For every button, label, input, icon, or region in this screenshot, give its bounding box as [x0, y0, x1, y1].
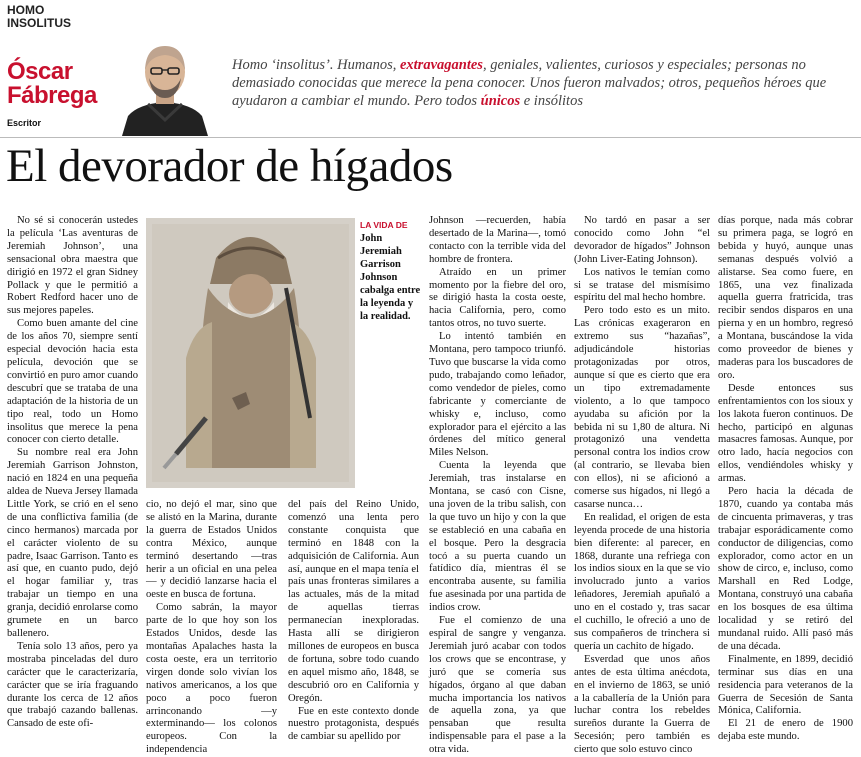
intro-highlight-2: únicos [480, 93, 521, 109]
paragraph: Desde entonces sus enfrentamientos con los sioux y los lakota fueron continuos. De hecho, participó en algunas masacres famosas. Aunque, por otro lado, hacía negocios con ellos, vendiéndoles whisky y armas. [718, 382, 853, 485]
section-label-line1: HOMO [7, 3, 45, 17]
paragraph: Fue en este contexto donde nuestro protagonista, después de cambiar su apellido por [288, 705, 419, 743]
paragraph: Pero todo esto es un mito. Las crónicas exageraron en extremo sus “hazañas”, adjudicándole historias protagonizadas por otros, aunque sí que es cierto que era un tipo extremadamente violento, a lo que tampoco ayudaba su afición por la bebida ni su 1,80 de altura. Ni protagonizó una vendetta personal contra los indios crow (al contrario, se llevaba bien con ellos), ni se aficionó a comerse sus hígados, ni llegó a casarse nunca… [574, 305, 710, 510]
author-role: Escritor [7, 118, 42, 128]
paragraph: Su nombre real era John Jeremiah Garrison Johnston, nació en 1824 en una pequeña aldea de Nueva Jersey llamada Little York, se crió en el seno de una conflictiva familia (de cinco hermanos) marcada por el carácter violento de su padre, Isaac Garrison. Tanto es así que, en cuanto pudo, dejó el hogar familiar y, tras trabajar un tiempo en una granja, decidió enrolarse como grumete en un barco ballenero. [7, 447, 138, 639]
author-last-name: Fábrega [7, 82, 97, 109]
caption-text: John Jeremiah Garrison Johnson cabalga entre la leyenda y la realidad. [360, 233, 421, 322]
article-column-6 [718, 215, 853, 744]
article-column-5 [574, 215, 710, 757]
author-first-name: Óscar [7, 58, 73, 85]
paragraph: En realidad, el origen de esta leyenda procede de una historia bien diferente: al parecer, en 1868, durante una refriega con los indios sioux en la que se vio involucrado junto a varios leñadores, Jeremiah apuñaló a uno en el costado y, tras sacar el cuchillo, le ofreció a uno de sus compañeros de trinchera si quería un cachito de hígado. [574, 511, 710, 652]
intro-highlight-1: extravagantes [399, 57, 483, 73]
paragraph: Como buen amante del cine de los años 70, siempre sentí especial devoción hacia esta película, devoción que se convirtió en puro amor cuando descubrí que se trataba de una adaptación de la historia de un tipo real, todo un Homo insolitus que merece la pena conocer con cierto detalle. [7, 318, 138, 446]
paragraph: Los nativos le temían como si se tratase del mismísimo espíritu del mal hecho hombre. [574, 266, 710, 304]
section-label [7, 4, 71, 30]
paragraph: Tenía solo 13 años, pero ya mostraba pinceladas del duro carácter que le caracterizaría, carácter que se iría fraguando durante los cerca de 12 años que trabajó cazando ballenas. Cansado de este ofi- [7, 640, 138, 730]
headline: El devorador de hígados [6, 140, 453, 192]
paragraph: El 21 de enero de 1900 dejaba este mundo. [718, 718, 853, 743]
article-column-2 [146, 499, 277, 757]
section-label-line2: INSOLITUS [7, 16, 72, 30]
paragraph: días porque, nada más cobrar su primera paga, se logró en bebida y huyó, aunque unas semanas después volvió a alistarse. Sea como fuere, en 1865, una vez finalizada aquella guerra fratricida, tras recibir sendos disparos en una pierna y en un hombro, regresó a Montana, buscándose la vida como proveedor de bienes y maderas para los buscadores de oro. [718, 215, 853, 381]
paragraph: No sé si conocerán ustedes la película ‘Las aventuras de Jeremiah Johnson’, una sensacional obra maestra que dirigió en 1972 el gran Sidney Pollack y que le permitió a Robert Redford hacer uno de sus mejores papeles. [7, 215, 138, 317]
paragraph: Como sabrán, la mayor parte de lo que hoy son los Estados Unidos, desde las montañas Apalaches hasta la costa oeste, era un territorio virgen donde solo vivían los nativos americanos, a los que poco a poco fueron arrinconando —y exterminando— los colonos europeos. Con la independencia [146, 602, 277, 756]
series-intro [232, 56, 852, 110]
paragraph: del país del Reino Unido, comenzó una lenta pero constante conquista que terminó en 1848 con la adquisición de California. Aun así, aunque en el mapa tenía el país unas fronteras similares a las actuales, más de la mitad de aquellas tierras permanecían inexploradas. Hasta allí se dirigieron millones de europeos en busca de fortuna, sobre todo cuando en aquel mismo año, 1848, se descubrió oro en California y Oregón. [288, 499, 419, 704]
paragraph: Finalmente, en 1899, decidió terminar sus días en una residencia para veteranos de la Guerra de Secesión de Santa Mónica, California. [718, 653, 853, 717]
paragraph: Esverdad que unos años antes de esta última anécdota, en el invierno de 1863, se unió a la caballería de la Unión para luchar contra los rebeldes sureños durante la Guerra de Secesión; pero también es cierto que solo estuvo cinco [574, 653, 710, 756]
article-column-3 [288, 499, 419, 744]
paragraph: Fue el comienzo de una espiral de sangre y venganza. Jeremiah juró acabar con todos los crows que se encontrase, y juró que se comería sus hígados, órgano al que daban mucha importancia los nativos de aquella zona, ya que pensaban que resulta indispensable para el pase a la otra vida. [429, 615, 566, 756]
header-rule [0, 137, 861, 138]
author-name [7, 60, 97, 108]
intro-text-3: e insólitos [520, 93, 583, 109]
paragraph: Atraído en un primer momento por la fiebre del oro, se dirigió hasta la costa oeste, hacia California, pero, como tantos otros, no tuvo suerte. [429, 266, 566, 330]
photo-caption [360, 219, 422, 323]
intro-text-1: Homo ‘insolitus’. Humanos, [232, 57, 400, 73]
author-portrait [118, 40, 212, 136]
article-column-4 [429, 215, 566, 757]
paragraph: Johnson —recuerden, había desertado de la Marina—, tomó contacto con la terrible vida del hombre de frontera. [429, 215, 566, 265]
paragraph: cio, no dejó el mar, sino que se alistó en la Marina, durante la guerra de Estados Unidos contra México, aunque terminó desertando —tras herir a un oficial en una pelea— y decidió lanzarse hacia el oeste en busca de fortuna. [146, 499, 277, 601]
intro-text-2: , geniales, valientes, curiosos y especiales; personas no demasiado conocidas que merece la pena conocer. Unos fueron malvados; otros, pequeños héroes que ayudaron a cambiar el mundo. Pero todos [232, 57, 827, 109]
article-column-1 [7, 215, 138, 731]
paragraph: Lo intentó también en Montana, pero tampoco triunfó. Tuvo que buscarse la vida como pudo, trabajando como leñador, como vendedor de pieles, como fabricante y comerciante de whisky e, incluso, como explorador para el ejército a las órdenes del mítico general Miles Nelson. [429, 331, 566, 459]
article-photo [146, 218, 355, 488]
caption-kicker: LA VIDA DE [360, 220, 408, 230]
paragraph: No tardó en pasar a ser conocido como John “el devorador de hígados” Johnson (John Liver-Eating Johnson). [574, 215, 710, 265]
paragraph: Cuenta la leyenda que Jeremiah, tras instalarse en Montana, se casó con Cisne, una joven de la tribu salish, con la que tuvo un hijo y con la que se estableció en una cabaña en el bosque. Pero la desgracia tocó a su puerta cuando un fatídico día, mientras él se encontraba ausente, su familia fue asesinada por una partida de indios crow. [429, 460, 566, 614]
paragraph: Pero hacia la década de 1870, cuando ya contaba más de cincuenta primaveras, y tras trabajar esporádicamente como conductor de diligencias, como explorador, como actor en un show de circo, e, incluso, como Marshall en Red Lodge, Montana, construyó una cabaña en los bosques de esa última localidad y se retiró del mundanal ruido. Allí pasó más de una década. [718, 486, 853, 652]
